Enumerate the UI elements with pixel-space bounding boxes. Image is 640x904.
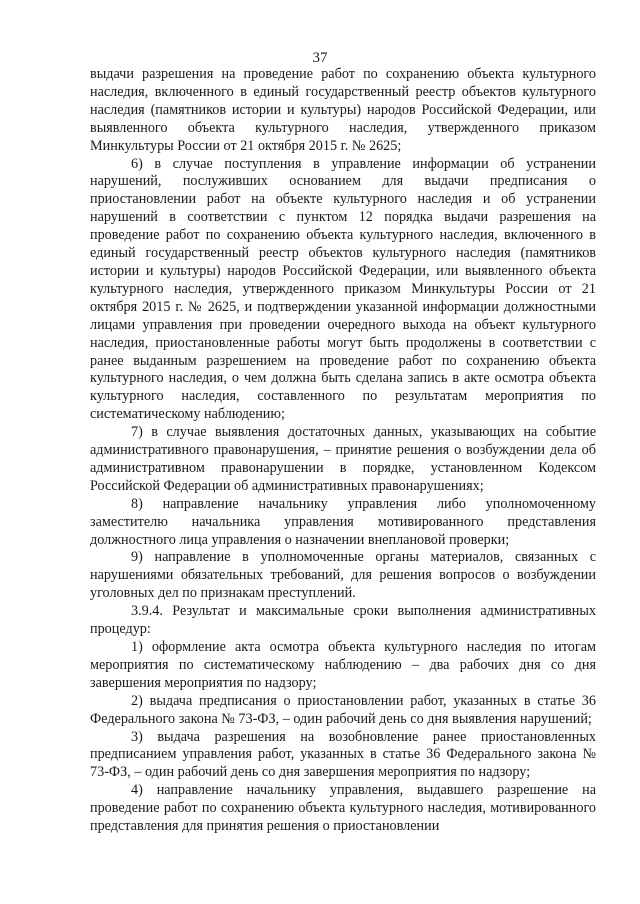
page-number: 37 [312, 50, 328, 66]
paragraph-item-6: 6) в случае поступления в управление информации об устранении нарушений, послуживших основанием для выдачи предписания о приостановлении работ на объекте культурного наследия и об устранении нарушений в соответствии с пунктом 12 порядка выдачи разрешения на проведение работ по сохранению объекта культурного наследия, включенного в единый государственный реестр объектов культурного наследия (памятников истории и культуры) народов Российской Федерации, или выявленного объекта культурного наследия, утвержденного приказом Минкультуры России от 21 октября 2015 г. № 2625, и подтверждении указанной информации должностными лицами управления при проведении очередного выхода на объект культурного наследия, приостановленные работы могут быть продолжены в соответствии с ранее выданным разрешением на проведение работ по сохранению объекта культурного наследия, о чем должна быть сделана запись в акте осмотра объекта культурного наследия, составленного по результатам мероприятия по систематическому наблюдению; [90, 155, 596, 423]
paragraph-item-9: 9) направление в уполномоченные органы материалов, связанных с нарушениями обязательных требований, для решения вопросов о возбуждении уголовных дел по признакам преступлений. [90, 549, 596, 602]
paragraph-item-7: 7) в случае выявления достаточных данных, указывающих на событие административного правонарушения, – принятие решения о возбуждении дела об административном правонарушении в порядке, установленном Кодексом Российской Федерации об административных правонарушениях; [90, 424, 596, 494]
paragraph-result-3: 3) выдача разрешения на возобновление ранее приостановленных предписанием управления работ, указанных в статье 36 Федерального закона № 73-ФЗ, – один рабочий день со дня завершения мероприятия по надзору; [90, 728, 596, 781]
paragraph-item-8: 8) направление начальнику управления либо уполномоченному заместителю начальника управления мотивированного представления должностного лица управления о назначении внеплановой проверки; [90, 495, 596, 548]
paragraph-result-1: 1) оформление акта осмотра объекта культурного наследия по итогам мероприятия по систематическому наблюдению – два рабочих дня со дня завершения мероприятия по надзору; [90, 639, 596, 691]
paragraph-continuation: выдачи разрешения на проведение работ по сохранению объекта культурного наследия, включенного в единый государственный реестр объектов культурного наследия (памятников истории и культуры) народов Российской Федерации, или выявленного объекта культурного наследия, утвержденного приказом Минкультуры России от 21 октября 2015 г. № 2625; [90, 66, 596, 154]
document-body [90, 66, 596, 836]
paragraph-result-4: 4) направление начальнику управления, выдавшего разрешение на проведение работ по сохранению объекта культурного наследия, мотивированного представления для принятия решения о приостановлении [90, 782, 596, 835]
paragraph-result-2: 2) выдача предписания о приостановлении работ, указанных в статье 36 Федерального закона № 73-ФЗ, – один рабочий день со дня выявления нарушений; [90, 692, 596, 727]
paragraph-section-3-9-4: 3.9.4. Результат и максимальные сроки выполнения административных процедур: [90, 603, 596, 638]
